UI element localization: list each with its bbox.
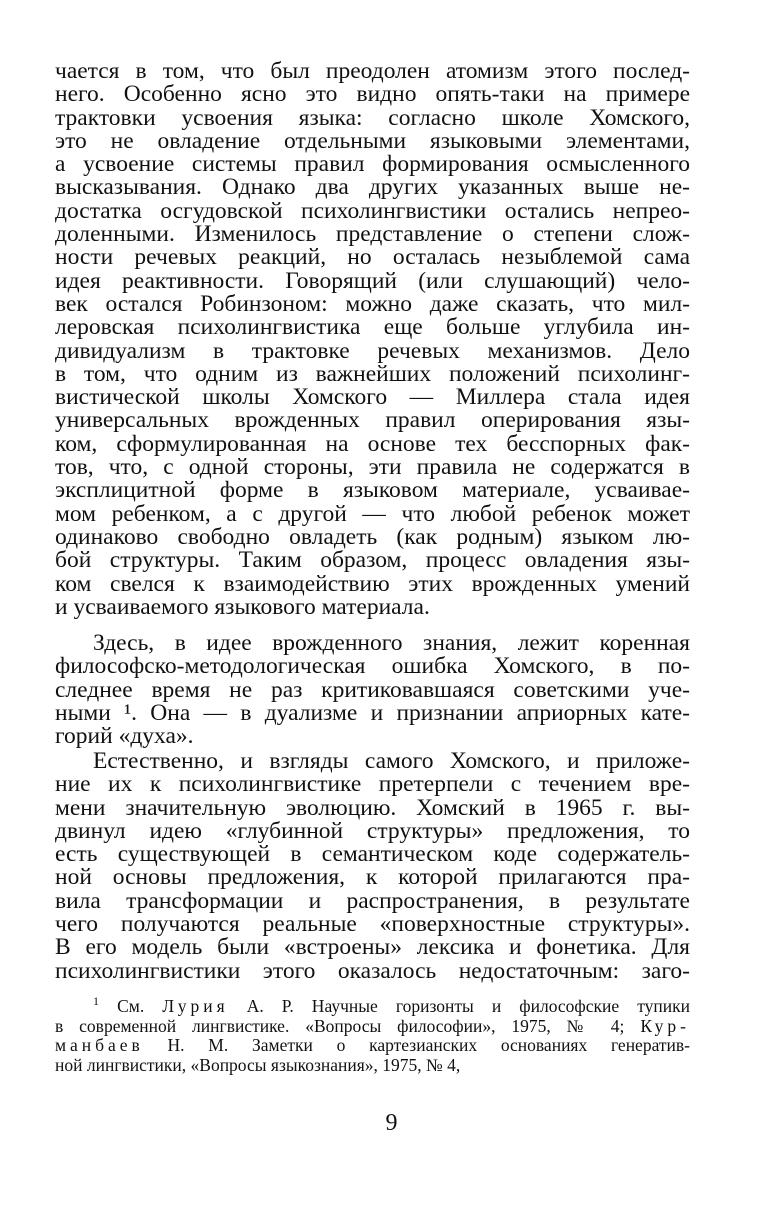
text-line: ком свелся к взаимодействию этих врожденных умений [55,570,690,597]
footnote-line [55,994,691,1017]
text-line: это не овладение отдельными языковыми элементами, [55,127,690,154]
text-line: а усвоение системы правил формирования осмысленного [55,151,690,178]
text-line: мени значительную эволюцию. Хомский в 1965 г. вы- [55,794,690,821]
text-line: вистической школы Хомского — Миллера стала идея [55,384,690,411]
text-line: двинул идею «глубинной структуры» предложения, то [55,817,690,844]
text-line: трактовки усвоения языка: согласно школе Хомского, [55,104,690,131]
paragraph-1 [55,60,690,619]
text-line: бой структуры. Таким образом, процесс овладения язы- [55,547,690,574]
text-line: ными ¹. Она — в дуализме и признании априорных кате- [55,699,690,726]
main-text [55,60,690,619]
text-line: леровская психолингвистика еще больше углубила ин- [55,314,690,341]
text-line: ности речевых реакций, но осталась незыблемой сама [55,244,690,271]
text-line: универсальных врожденных правил оперирования язы- [55,407,690,434]
paragraph-3 [55,750,690,983]
main-text-2 [55,632,690,748]
text-line: и усваиваемого языкового материала. [55,593,430,620]
text-line: горий «духа». [55,723,194,750]
text-line: него. Особенно ясно это видно опять-таки на примере [55,81,690,108]
footnote-line [55,1017,690,1037]
footnote [55,994,691,1075]
text-line: достатка осгудовской психолингвистики остались непрео- [55,197,690,224]
text-line: чается в том, что был преодолен атомизм этого послед- [55,58,690,84]
text-line: в том, что одним из важнейших положений психолинг- [55,360,690,387]
footnote-line: ной лингвистики, «Вопросы языкознания», 1975, № 4, [55,1054,461,1075]
text-line: ком, сформулированная на основе тех бесспорных фак- [55,430,690,457]
footnote-text: См. [117,996,145,1016]
text-line: век остался Робинзоном: можно даже сказать, что мил- [55,290,690,317]
text-line: эксплицитной форме в языковом материале, усваивае- [55,477,690,504]
footnote-text: Н. М. Заметки о картезианских основаниях генератив- [167,1035,690,1055]
text-line: ной основы предложения, к которой прилагаются пра- [55,864,690,891]
text-line: мом ребенком, а с другой — что любой ребенок может [55,500,690,527]
text-line: ние их к психолингвистике претерпели с течением вре- [55,771,690,798]
footnote-text: в современной лингвистике. «Вопросы философии», 1975, № 4; [55,1015,625,1036]
text-line: одинаково свободно овладеть (как родным) языком лю- [55,523,690,550]
text-line: дивидуализм в трактовке речевых механизмов. Дело [55,337,690,364]
text-line: тов, что, с одной стороны, эти правила не содержатся в [55,454,690,481]
footnote-author: манбаев [55,1035,144,1055]
text-line: доленными. Изменилось представление о степени слож- [55,221,690,248]
text-line: чего получаются реальные «поверхностные структуры». [55,911,690,938]
main-text-3 [55,750,690,983]
text-line: высказывания. Однако два других указанных выше не- [55,174,690,201]
footnote-line [55,1036,690,1056]
text-line: В его модель были «встроены» лексика и фонетика. Для [55,934,690,961]
text-line: психолингвистики этого оказалось недостаточным: заго- [55,957,690,984]
paragraph-2 [55,632,690,748]
footnote-mark: 1 [93,994,99,1009]
text-line: следнее время не раз критиковавшаяся советскими уче- [55,676,690,703]
text-line: Здесь, в идее врожденного знания, лежит коренная [93,630,690,656]
text-line: вила трансформации и распространения, в результате [55,887,690,914]
text-line: Естественно, и взгляды самого Хомского, и приложе- [93,748,690,774]
text-line: идея реактивности. Говорящий (или слушающий) чело- [55,267,690,294]
footnote-text: А. Р. Научные горизонты и философские тупики [246,996,691,1016]
footnote-author: Кур- [640,1015,690,1036]
text-line: философско-методологическая ошибка Хомского, в по- [55,653,690,680]
page-number: 9 [385,1110,398,1136]
text-line: есть существующей в семантическом коде содержатель- [55,841,690,868]
footnote-author: Лурия [162,996,229,1016]
